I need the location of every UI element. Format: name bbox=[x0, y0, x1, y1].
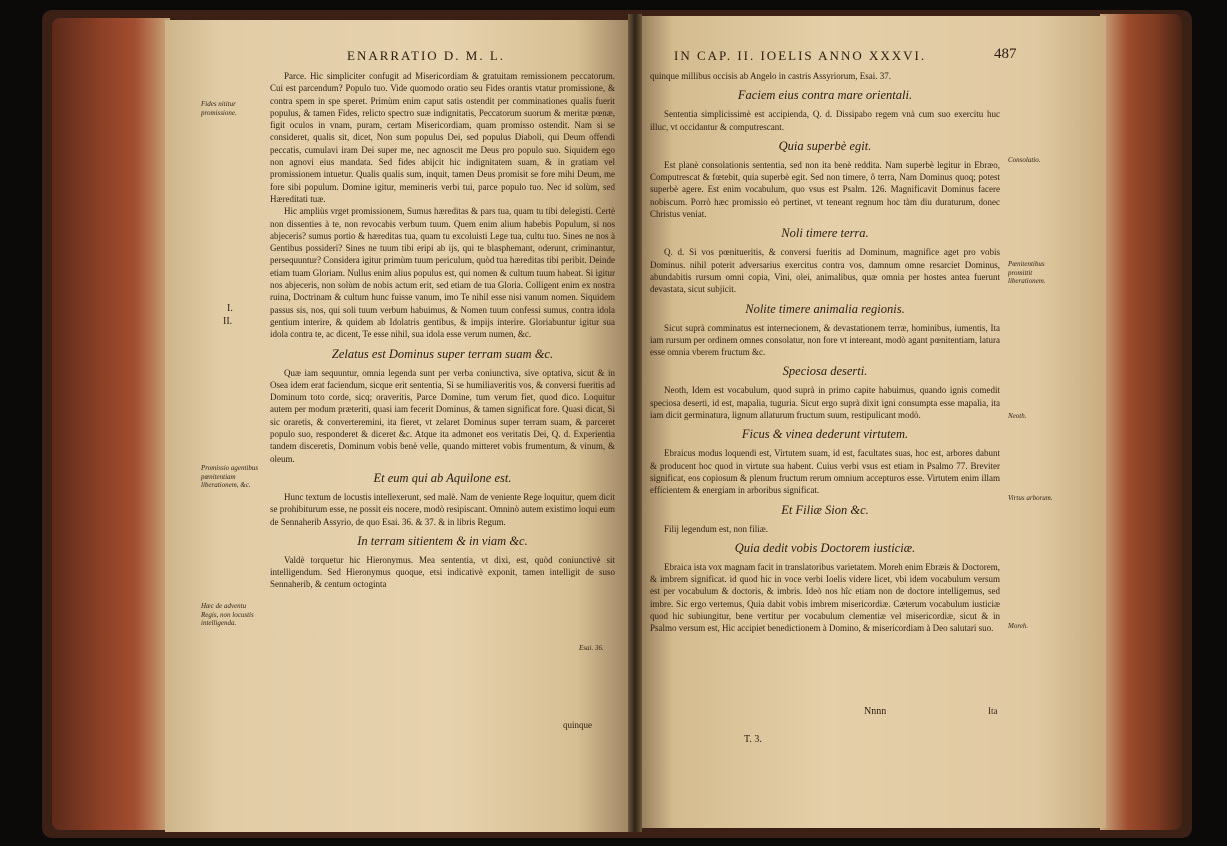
margin-note-fides: Fides nititur promissione. bbox=[201, 100, 237, 117]
right-heading-3: Noli timere terra. bbox=[781, 226, 869, 241]
margin-numeral-2: II. bbox=[223, 316, 233, 327]
right-text-block bbox=[650, 70, 1000, 635]
left-catchword: quinque bbox=[563, 720, 592, 730]
margin-note-moreh: Moreh. bbox=[1008, 622, 1029, 630]
left-page bbox=[165, 20, 633, 832]
right-paragraph-5: Neoth, Idem est vocabulum, quod suprà in primo capite habuimus, quando ignis comedit speciosa deserti, id est, mapalia, tuguria. Sicut ergo suprà dixit igni consumpta esse mapalia, ita iam dicit germinatura, lignum allaturum fructum suum, restipulicant modò. bbox=[650, 385, 1000, 421]
right-paragraph-7: Filij legendum est, non filiæ. bbox=[664, 523, 768, 534]
right-heading-1: Faciem eius contra mare orientali. bbox=[737, 88, 913, 103]
margin-note-poenitentibus: Pœnitentibus promittit liberationem. bbox=[1008, 260, 1046, 285]
right-page bbox=[636, 16, 1106, 828]
left-heading-3: In terram sitientem & in viam &c. bbox=[357, 533, 528, 548]
signature-mark: T. 3. bbox=[744, 734, 762, 745]
left-text-block bbox=[270, 70, 615, 591]
margin-numeral-1: I. bbox=[227, 303, 233, 314]
margin-note-promissio: Promissio agentibus pœnitentiam liberationem, &c. bbox=[201, 464, 259, 489]
left-heading-1: Zelatus est Dominus super terram suam &c. bbox=[331, 346, 554, 361]
margin-note-virtus: Virtus arborum. bbox=[1008, 494, 1053, 502]
left-paragraph-3: Quæ iam sequuntur, omnia legenda sunt per verba coniunctiva, sive optativa, sicut & in Osea idem erat faciendum, sicque erit sententia, Si se humiliaveritis vos, & conversi fueritis ad Dominum toto corde, sicq; oraveritis, Parce Domine, tum verum fiet, quod dico. Loquitur autem per modum præteriti, quasi iam fecerit Dominus, & tamen significat fore. Quasi dicat, Si sic oraretis, & converteremini, ita fieret, vt zelaret Dominus super terram suam, & parceret populo suo, responderet & diceret &c. Atque ita admonet eos veritatis Dei, Q. d. Experientia tandem disceretis, Dominum vobis benè velle, quando mitteret vobis frumentum, & vinum, & oleum. bbox=[270, 367, 615, 464]
right-heading-7: Et Filiæ Sion &c. bbox=[781, 502, 869, 517]
right-first-line: quinque millibus occisis ab Angelo in castris Assyriorum, Esai. 37. bbox=[650, 71, 891, 81]
right-heading-8: Quia dedit vobis Doctorem iusticiæ. bbox=[734, 540, 916, 555]
right-catchword: Ita bbox=[988, 706, 998, 716]
margin-note-adventu: Hæc de adventu Regis, non locustis intelligenda. bbox=[201, 602, 254, 627]
right-paragraph-1: Sententia simplicissimè est accipienda, Q. d. Dissipabo regem vnà cum suo exercitu huc illuc, vt occidantur & computrescant. bbox=[650, 109, 1000, 132]
right-paragraph-3: Q. d. Si vos pœnitueritis, & conversi fueritis ad Dominum, magnifice aget pro vobis Dominus. nihil poterit adversarius exercitus contra vos, damnum omne resarciet Dominus, abundabitis rursum omni copia, Vini, olei, animalibus, quæ omnia per hostes antea fuerunt devastata, sicut subjicit. bbox=[650, 247, 1000, 295]
left-paragraph-4: Hunc textum de locustis intellexerunt, sed malè. Nam de veniente Rege loquitur, quem dicit se prohibiturum esse, ne possit eis nocere, modò resipiscant. Omninò autem existimo loqui eum de Sennaherib Assyrio, de quo Esai. 36. & 37. & in libris Regum. bbox=[270, 491, 615, 527]
left-paragraph-2: Hic ampliùs vrget promissionem, Sumus hæreditas & pars tua, quam tu tibi delegisti. Certè non dissenties à te, non revocabis verbum tuum. Quem enim alium habebis Populum, si nos abjeceris? sumus portio & hæreditas tua, quam tu excoluisti Lege tua, cultu tuo. Sines ne nos à Gentibus possideri? Sines ne tuum tibi eripi ab ijs, qui te blasphemant, oderunt, criminantur, persequuntur? Considera igitur primùm tuum periculum, quòd tua hæreditas tibi peribit. Deinde etiam tuam Gloriam. Nullus enim alius populus est, qui nomen & cultum tuum habeat. Si igitur nos abjeceris, non solùm de nobis actum erit, sed etiam de tua Gloria. Colligent enim ex nostra ruina, Doctrinam & cultum hunc fuisse vanum, imo Te nihil esse nisi vanum nomen. Siquidem passus sis, nos, qui soli tuum verbum habuimus, & Nomen tuum confessi sumus, contra idola gentium interire, & quidem ab Idolatris gentibus, & impijs interire. Gloriabuntur igitur sua idola contra te, ac dicent, Te esse nihil, sua idola esse verum numen, &c. bbox=[270, 206, 615, 340]
left-heading-2: Et eum qui ab Aquilone est. bbox=[373, 470, 512, 485]
right-paragraph-8: Ebraica ista vox magnam facit in translatoribus varietatem. Moreh enim Ebræis & Doctorem, & imbrem significat. id quod hic in voce verbi Ioelis videre licet, vbi idem vocabulum versum est per vocabulum & doctoris, & imbris. Ideò nos hîc etiam non de doctore intelligemus, sed imbre. Sic ergo vertemus, Quia dabit vobis imbrem misericordiæ. Cæterum vocabulum iusticiæ quod hic subiungitur, bene vertitur per vocabulum clementiæ vel misericordiæ, sicut & in Psalmo versum est, Hic accipiet benedictionem à Domino, & misericordiam à Deo salutari suo. bbox=[650, 561, 1000, 634]
right-running-head: IN CAP. II. IOELIS ANNO XXXVI. bbox=[674, 48, 927, 63]
margin-note-consolatio: Consolatio. bbox=[1008, 156, 1041, 164]
right-heading-2: Quia superbè egit. bbox=[778, 138, 872, 153]
right-heading-4: Nolite timere animalia regionis. bbox=[745, 301, 905, 316]
right-paragraph-6: Ebraicus modus loquendi est, Virtutem suam, id est, facultates suas, hoc est, arbores dabunt & producent hoc quod in virtute sua habent. Cuius verbi vsus est etiam in Psalmo 77. Breviter significat, eos copiosum & plenum fructum rerum omnium accepturos esse. Virtutem enim illam efficientem & energiam in arboribus significat. bbox=[650, 448, 1000, 496]
book-edge-right bbox=[1100, 14, 1182, 830]
right-paragraph-4: Sicut suprà comminatus est internecionem, & devastationem terræ, hominibus, iumentis, Ita iam rursum per ordinem omnes consolatur, non fore vt intereant, modò agant pœnitentiam, latura esse omnia vberem fructum &c. bbox=[650, 322, 1000, 358]
margin-note-esai: Esai. 36. bbox=[579, 644, 604, 652]
margin-note-neoth: Neoth. bbox=[1008, 412, 1027, 420]
left-paragraph-1: Parce. Hic simpliciter confugit ad Misericordiam & gratuitam remissionem peccatorum. Cui est parcendum? Populo tuo. Vide quomodo oratio seu Fides orantis vtatur promissione, & contra spem in spe speret. Primùm enim caput satis ostendit per comminationes qualis fuerit populus, & tamen Fides, relicto spectro suæ indignitatis, Peccatorum suorum & meritæ pœnæ, figit oculos in vnam, puram, certam Misericordiam, quam promisso ostendit. Nam si se consideret, qualis sit, dicet, Non sum populus Dei, sed populus Diaboli, qui Deum offendi peccatis, cumulavi iram Dei super me, nec agnoscit me Deus pro populo suo. Siquidem ego non agnovi eius mandata. Sed fides abijcit hic indignitatem suam, & in gratiam vel promissionem intuetur. Qualis qualis sum, inquit, tamen Deus promisit se fore mihi Deum, me fore sibi populum. Domine igitur, memineris verbi tui, parce populo tuo. Nec id solùm, sed Hæreditati tuæ. bbox=[270, 71, 615, 204]
right-heading-6: Ficus & vinea dederunt virtutem. bbox=[741, 427, 909, 442]
page-number: 487 bbox=[994, 46, 1017, 62]
book-gutter bbox=[628, 14, 642, 832]
right-heading-5: Speciosa deserti. bbox=[782, 364, 868, 379]
book-edge-left bbox=[52, 18, 170, 830]
left-running-head: ENARRATIO D. M. L. bbox=[347, 48, 506, 63]
gathering-mark: Nnnn bbox=[864, 706, 887, 717]
right-paragraph-2: Est planè consolationis sententia, sed non ita benè reddita. Nam superbè legitur in Ebræo, Computrescat & fœtebit, quia superbè egit. Sed non timere, ô terra, Nam Dominus quoq; potest superbè agere. Est enim vocabulum, quo vsus est Psalm. 126. Magnificavit Dominus facere nobiscum. Porrò hæc promissio eò pertinet, vt teneant regnum hoc tàm diu duraturum, donec Christus veniat. bbox=[650, 159, 1000, 220]
left-paragraph-5: Valdè torquetur hic Hieronymus. Mea sententia, vt dixi, est, quòd coniunctivè sit intelligendum. Sed Hieronymus quoque, etsi indicativè exponit, tamen intelligit de suso Sennaherib, & centum octoginta bbox=[270, 554, 615, 590]
